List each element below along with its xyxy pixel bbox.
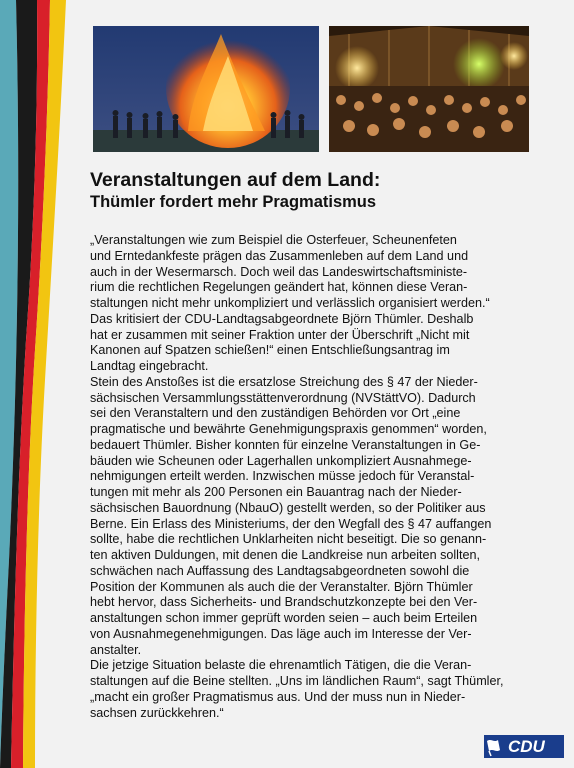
body-text-line: anstalter. [90,642,142,657]
body-text-line: Kanonen auf Spatzen schießen!“ einen Entschließungsantrag im [90,343,450,358]
body-text-line: tungen mit mehr als 200 Personen ein Bauantrag nach der Nieder- [90,485,462,499]
body-text-line: bedauert Thümler. Bisher konnten für einzelne Veranstaltungen in Ge- [90,437,481,452]
body-text-line: nehmigungen erteilt werden. Inzwischen müsse jedoch für Veranstal- [90,469,475,484]
body-text-line: schwächen nach Auffassung des Landtagsabgeordneten sowohl die [90,563,470,578]
body-text-line: hat er zusammen mit seiner Fraktion unter der Überschrift „Nicht mit [90,327,470,342]
body-text-line: Stein des Anstoßes ist die ersatzlose Streichung des § 47 der Nieder- [90,374,478,389]
logo-text: CDU [508,737,545,756]
body-text-line: sollte, habe die rechtlichen Unklarheiten nicht beseitigt. Die so genann- [90,532,487,547]
body-text-line: „macht ein großer Pragmatismus aus. Und der muss nun in Nieder- [90,689,466,704]
body-text-line: ten aktiven Duldungen, mit denen die Landkreise nun arbeiten sollten, [90,548,480,562]
body-text-line: „Veranstaltungen wie zum Beispiel die Osterfeuer, Scheunenfeten [90,233,457,247]
flag-stripes-decoration [0,0,80,768]
body-text-line: von Ausnahmegenehmigungen. Das läge auch im Interesse der Ver- [90,626,472,641]
cdu-logo [484,735,564,758]
body-text-line: und Erntedankfeste prägen das Zusammenleben auf dem Land und [90,248,469,263]
body-text-line: Das kritisiert der CDU-Landtagsabgeordnete Björn Thümler. Deshalb [90,311,474,326]
body-text-line: Landtag eingebracht. [90,359,209,373]
body-text-line: anstaltungen schon immer geprüft worden seien – auch beim Erteilen [90,611,478,625]
body-text-line: rium die rechtlichen Regelungen geändert hat, können diese Veran- [90,280,468,295]
body-text-line: staltungen nicht mehr unkompliziert und verlässlich organisiert werden.“ [90,296,490,310]
body-text-line: staltungen auf die Beine stellten. „Uns im ländlichen Raum“, sagt Thümler, [90,674,504,688]
body-text-line: sei den Veranstaltern und den zuständigen Behörden vor Ort „eine [90,406,461,421]
article-subheadline: Thümler fordert mehr Pragmatismus [90,193,377,211]
body-text-line: hebt hervor, dass Sicherheits- und Brandschutzkonzepte bei den Ver- [90,595,478,610]
article-body [90,233,565,721]
body-text-line: Die jetzige Situation belaste die ehrenamtlich Tätigen, die die Veran- [90,658,472,673]
body-text-line: sachsen zurückkehren.“ [90,705,224,720]
body-text-line: Position der Kommunen als auch die der Veranstalter. Björn Thümler [90,579,473,594]
body-text-line: sächsischen Versammlungsstättenverordnung (NVStättVO). Dadurch [90,390,476,405]
body-text-line: bäuden wie Scheunen oder Lagerhallen unkompliziert Ausnahmege- [90,453,472,468]
article-headline: Veranstaltungen auf dem Land: [90,169,381,191]
cdu-flag-icon [484,735,508,758]
body-text-line: auch in der Wesermarsch. Doch weil das Landeswirtschaftsministe- [90,264,468,279]
body-text-line: Berne. Ein Erlass des Ministeriums, der den Wegfall des § 47 auffangen [90,516,492,531]
bonfire-photo [93,26,319,152]
body-text-line: sächsischen Bauordnung (NbauO) gestellt werden, so der Politiker aus [90,500,486,515]
barn-party-photo [329,26,529,152]
body-text-line: pragmatische und bewährte Genehmigungspraxis genommen“ worden, [90,422,487,436]
